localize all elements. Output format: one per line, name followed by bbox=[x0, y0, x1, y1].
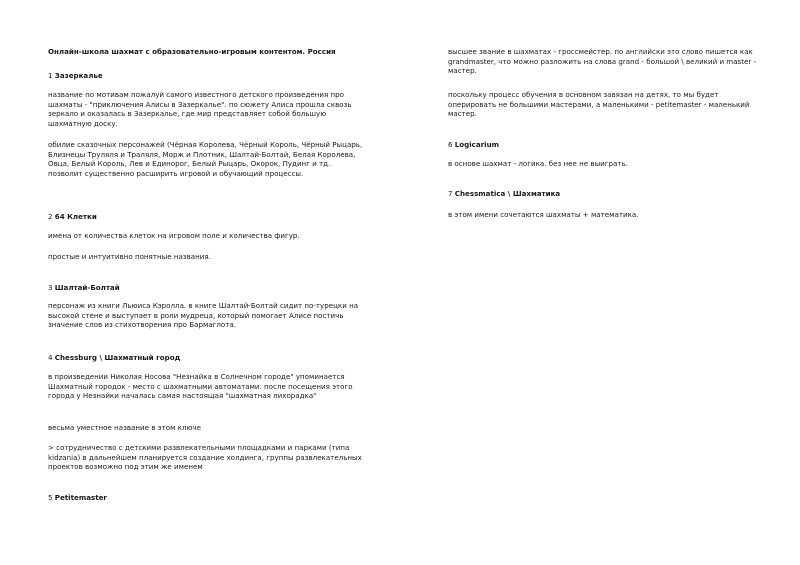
section-number: 4 bbox=[48, 353, 53, 362]
section-2-paragraph-1: имена от количества клеток на игровом поле и количества фигур. bbox=[48, 231, 300, 240]
section-7-paragraph-1: в этом имени сочетаются шахматы + математика. bbox=[448, 210, 639, 219]
section-7-heading bbox=[448, 189, 760, 199]
section-number: 7 bbox=[448, 189, 453, 198]
section-5-paragraph-1: высшее звание в шахматах - гроссмейстер. по английски это слово пишется как grandmaster, что можно разложить на слова grand - большой \ великий и master - мастер. bbox=[448, 47, 757, 76]
section-number: 2 bbox=[48, 212, 53, 221]
section-name: Logicarium bbox=[454, 140, 500, 149]
section-4-paragraph-3: > сотрудничество с детскими развлекательными площадками и парками (типа kidzania) в дальнейшем планируется создание холдинга, группы развлекательных проектов возможно под этим же именем bbox=[48, 443, 362, 472]
document-title: Онлайн-школа шахмат с образовательно-игровым контентом. Россия bbox=[48, 47, 336, 56]
section-5-heading bbox=[48, 493, 366, 503]
section-name: Chessmatica \ Шахматика bbox=[454, 189, 561, 198]
section-4-paragraph-2: весьма уместное название в этом ключе bbox=[48, 423, 202, 432]
section-3-heading bbox=[48, 283, 366, 293]
section-2-paragraph-2: простые и интуитивно понятные названия. bbox=[48, 252, 211, 261]
section-1-paragraph-1: название по мотивам пожалуй самого известного детского произведения про шахматы - "приключения Алисы в Зазеркалье". по сюжету Алиса прошла сквозь зеркало и оказалась в Зазеркалье, где мир представляет собой большую шахматную доску. bbox=[48, 90, 352, 128]
section-name: Шалтай-Болтай bbox=[54, 283, 120, 292]
section-3-paragraph-1: персонаж из книги Льюиса Кэролла. в книге Шалтай-Болтай сидит по-турецки на высокой стене и выступает в роли мудреца, который помогает Алисе постичь значение слов из стихотворения про Бармаглота. bbox=[48, 301, 359, 330]
section-6-heading bbox=[448, 140, 760, 150]
section-name: Зазеркалье bbox=[54, 71, 103, 80]
section-number: 5 bbox=[48, 493, 53, 502]
section-name: Petitemaster bbox=[54, 493, 107, 502]
section-1-paragraph-2: обилие сказочных персонажей (Чёрная Королева, Чёрный Король, Чёрный Рыцарь, Близнецы Труляля и Траляля, Морж и Плотник, Шалтай-Болтай, Белая Королева, Овца, Белый Король, Лев и Единорог, Белый Рыцарь, Окорок, Пудинг и тд. позволит существенно расширить игровой и обучающий процессы. bbox=[48, 140, 363, 178]
section-number: 6 bbox=[448, 140, 453, 149]
section-number: 3 bbox=[48, 283, 53, 292]
section-2-heading bbox=[48, 212, 366, 222]
section-name: Chessburg \ Шахматный город bbox=[54, 353, 181, 362]
section-name: 64 Клетки bbox=[54, 212, 97, 221]
section-4-heading bbox=[48, 353, 366, 363]
section-1-heading bbox=[48, 71, 366, 81]
section-5-paragraph-2: поскольку процесс обучения в основном завязан на детях, то мы будет оперировать не большими мастерами, а маленькими - petitemaster - маленький мастер. bbox=[448, 90, 750, 119]
section-4-paragraph-1: в произведении Николая Носова "Незнайка в Солнечном городе" упоминается Шахматный городок - место с шахматными автоматами. после посещения этого города у Незнайки началась самая настоящая "шахматная лихорадка" bbox=[48, 372, 353, 401]
section-number: 1 bbox=[48, 71, 53, 80]
section-6-paragraph-1: в основе шахмат - логика. без нее не выиграть. bbox=[448, 159, 628, 168]
